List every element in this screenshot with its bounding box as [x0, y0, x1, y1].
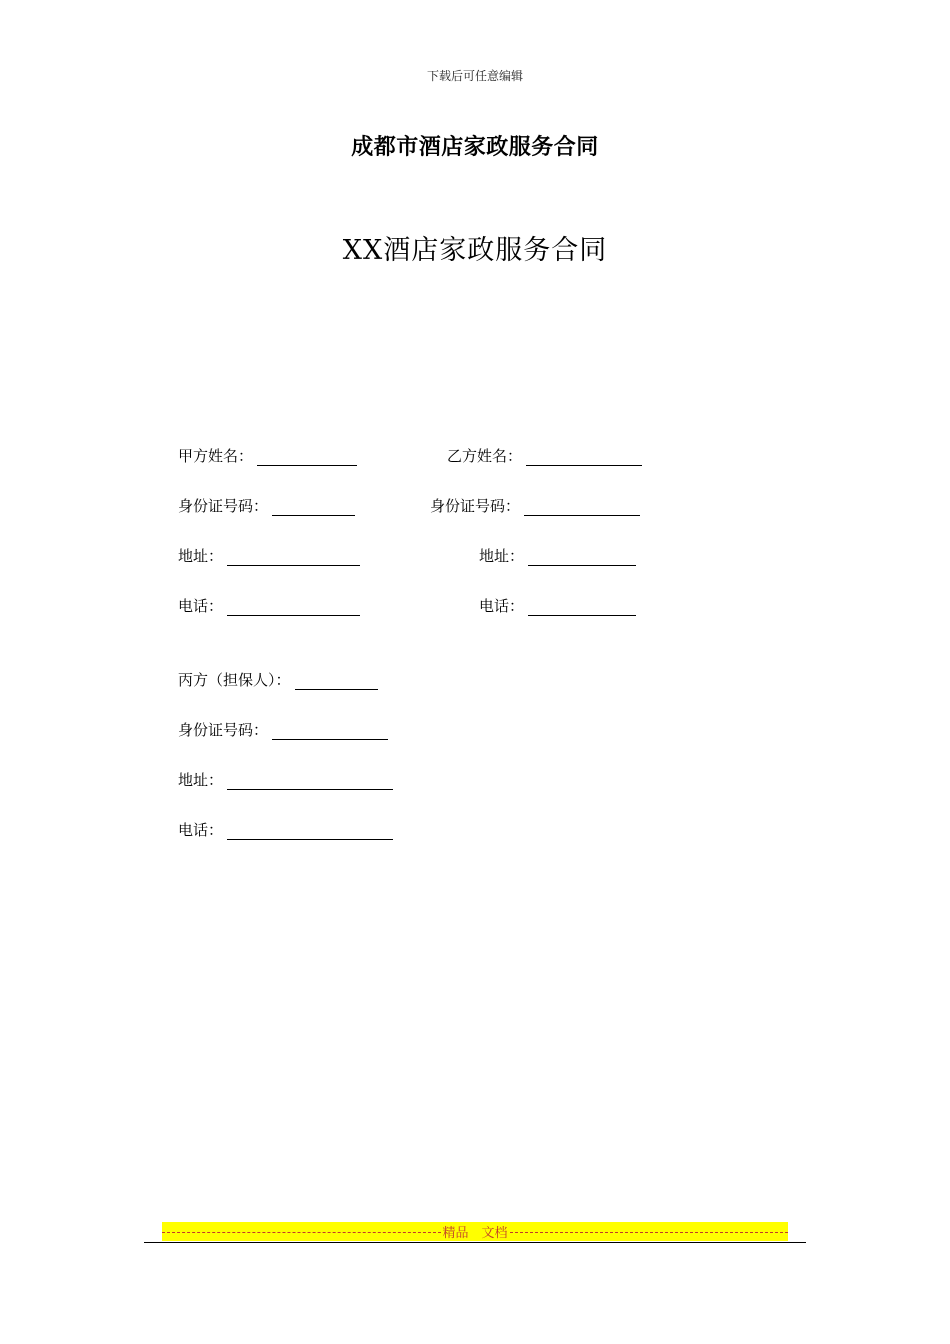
document-title: 成都市酒店家政服务合同 [351, 134, 599, 160]
party-c-phone-blank[interactable] [227, 825, 393, 840]
party-b-name-field [447, 446, 642, 466]
footer-dash-left [162, 1232, 441, 1233]
party-a-phone-label: 电话： [178, 597, 224, 615]
party-c-name-field [178, 670, 378, 690]
party-a-phone-field [178, 596, 360, 616]
party-a-phone-blank[interactable] [227, 601, 360, 616]
party-c-id-field [178, 720, 388, 740]
party-c-name-blank[interactable] [295, 675, 378, 690]
party-c-name-label: 丙方（担保人）： [178, 671, 291, 689]
party-b-address-blank[interactable] [528, 551, 636, 566]
party-b-address-field [479, 546, 636, 566]
party-a-id-blank[interactable] [272, 501, 355, 516]
party-a-address-blank[interactable] [227, 551, 360, 566]
contract-title: XX酒店家政服务合同 [342, 235, 608, 266]
party-c-id-label: 身份证号码： [178, 721, 269, 739]
party-a-name-field [178, 446, 357, 466]
party-b-phone-label: 电话： [479, 597, 525, 615]
party-a-address-field [178, 546, 360, 566]
header-note: 下载后可任意编辑 [426, 69, 523, 83]
party-a-name-blank[interactable] [257, 451, 357, 466]
party-a-address-label: 地址： [178, 547, 224, 565]
party-a-id-label: 身份证号码： [178, 497, 269, 515]
party-c-phone-label: 电话： [178, 821, 224, 839]
party-b-id-field [430, 496, 640, 516]
footer-dash-right [510, 1232, 788, 1233]
footer-text: 精品 文档 [442, 1226, 508, 1241]
party-b-phone-blank[interactable] [528, 601, 636, 616]
party-c-address-field [178, 770, 393, 790]
party-c-address-label: 地址： [178, 771, 224, 789]
footer-rule [144, 1242, 806, 1243]
party-b-id-label: 身份证号码： [430, 497, 521, 515]
party-b-name-blank[interactable] [526, 451, 642, 466]
party-b-name-label: 乙方姓名： [447, 447, 523, 465]
party-a-id-field [178, 496, 355, 516]
party-b-phone-field [479, 596, 636, 616]
party-c-address-blank[interactable] [227, 775, 393, 790]
party-a-name-label: 甲方姓名： [178, 447, 254, 465]
footer-banner [162, 1222, 788, 1241]
party-b-id-blank[interactable] [524, 501, 640, 516]
party-c-id-blank[interactable] [272, 725, 388, 740]
party-c-phone-field [178, 820, 393, 840]
party-b-address-label: 地址： [479, 547, 525, 565]
